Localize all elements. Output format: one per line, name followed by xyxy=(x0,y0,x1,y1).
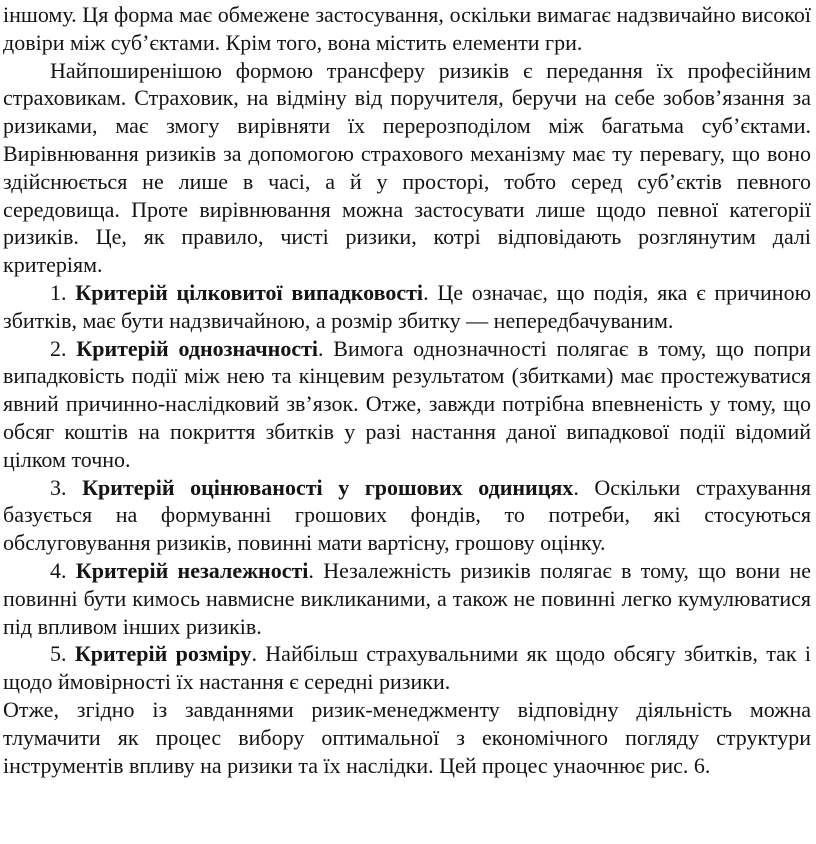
criterion-5 xyxy=(3,640,811,696)
paragraph-closing: Отже, згідно із завданнями ризик-менеджменту відповідну діяльність можна тлумачити як процес вибору оптимальної з економічного погляду структури інструментів впливу на ризики та їх наслідки. Цей процес унаочнює рис. 6. xyxy=(3,696,811,778)
criterion-title: Критерій незалежності xyxy=(75,557,309,583)
criterion-title: Критерій розміру xyxy=(74,641,252,667)
criterion-3 xyxy=(3,474,811,557)
criterion-number: 2. xyxy=(50,335,67,361)
criterion-number: 1. xyxy=(50,279,67,305)
criterion-number: 3. xyxy=(50,474,67,500)
criterion-2 xyxy=(3,335,811,474)
criterion-1 xyxy=(3,279,811,335)
criterion-text: . Оскільки страхування базується на формуванні грошових фондів, то потреби, які стосуються обслуговування ризиків, повинні мати вартісну, грошову оцінку. xyxy=(3,474,812,556)
criterion-text: . Вимога однозначності полягає в тому, що попри випадковість події між нею та кінцевим результатом (збитками) має простежуватися явний причинно-наслідковий зв’язок. Отже, завжди потрібна впевненість у тому, що обсяг коштів на покриття збитків у разі настання даної випадкової події відомий цілком точно. xyxy=(3,335,812,472)
criterion-number: 5. xyxy=(50,641,67,667)
paragraph-continuation: іншому. Ця форма має обмежене застосування, оскільки вимагає надзвичайно високої довіри між суб’єктами. Крім того, вона містить елементи гри. xyxy=(3,2,811,55)
criterion-title: Критерій оцінюваності у грошових одиницях xyxy=(82,474,574,500)
paragraph-risk-transfer: Найпоширенішою формою трансферу ризиків є передання їх професійним страховикам. Страховик, на відміну від поручителя, беручи на себе зобов’язання за ризиками, має змогу вирівняти їх перерозподілом між багатьма суб’єктами. Вирівнювання ризиків за допомогою страхового механізму має ту перевагу, що воно здійснюється не лише в часі, а й у просторі, тобто серед суб’єктів певного середовища. Проте вирівнювання можна застосувати лише щодо певної категорії ризиків. Це, як правило, чисті ризики, котрі відповідають розглянутим далі критеріям. xyxy=(3,57,811,278)
criterion-text: . Найбільш страхувальними як щодо обсягу збитків, так і щодо ймовірності їх настання є середні ризики. xyxy=(3,641,812,695)
criterion-4 xyxy=(3,557,811,640)
criterion-text: . Незалежність ризиків полягає в тому, що вони не повинні бути кимось навмисне викликаними, а також не повинні легко кумулюватися під впливом інших ризиків. xyxy=(3,557,811,639)
criterion-text: . Це означає, що подія, яка є причиною збитків, має бути надзвичайною, а розмір збитку — непередбачуваним. xyxy=(3,279,812,333)
criterion-number: 4. xyxy=(50,557,67,583)
criterion-title: Критерій цілковитої випадковості xyxy=(75,279,424,305)
criterion-title: Критерій однозначності xyxy=(76,335,319,361)
